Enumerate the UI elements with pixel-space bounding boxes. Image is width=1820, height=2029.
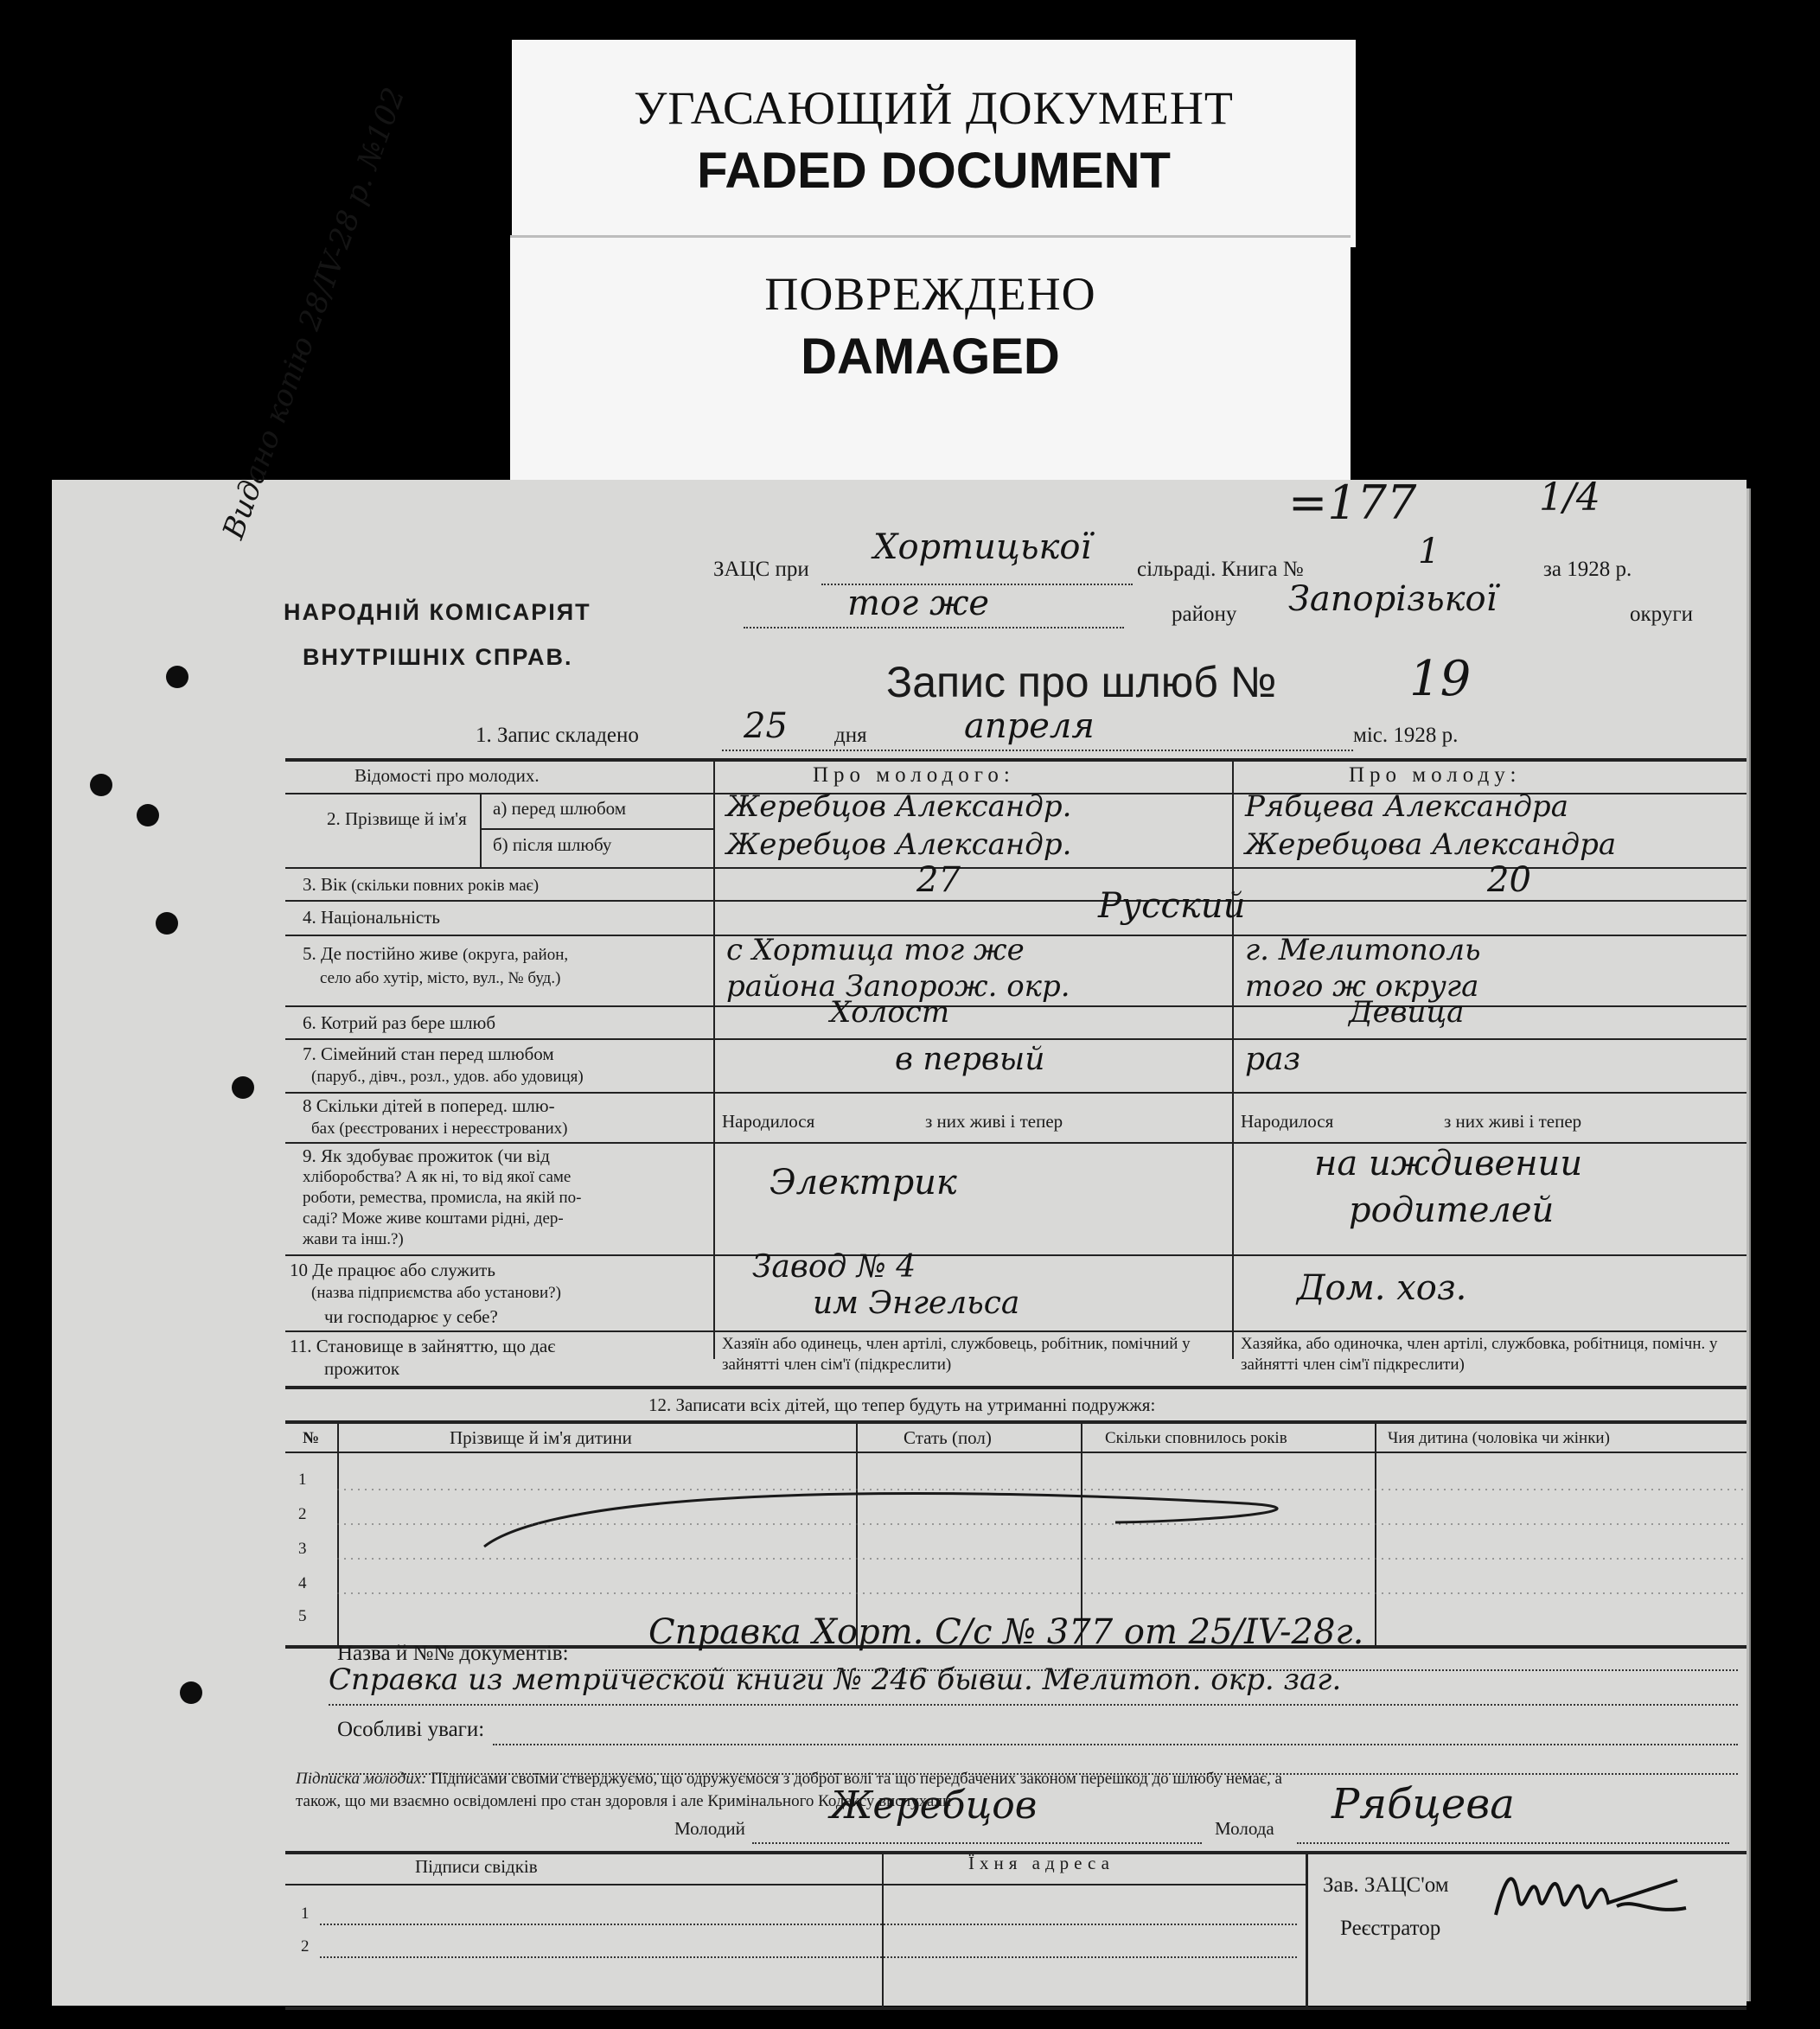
groom-residence-2: района Запорож. окр. (726, 969, 1070, 1004)
row-livelihood-label: 9. Як здобуває прожиток (чи від (303, 1145, 550, 1166)
nationality-value: Русский (1098, 886, 1246, 926)
witness-dotted-line (320, 1956, 1297, 1958)
region-dotted-line (744, 627, 1124, 628)
row-line (285, 900, 1747, 902)
record-year-label: міс. 1928 р. (1353, 724, 1459, 747)
bride-signature: Рябцева (1331, 1780, 1515, 1828)
faded-stamp-en: FADED DOCUMENT (697, 143, 1171, 199)
bride-residence-1: г. Мелитополь (1245, 933, 1481, 967)
groom-age: 27 (916, 860, 961, 900)
col-divider-2 (1232, 758, 1234, 1359)
groom-alive-label: з них живі і тепер (925, 1111, 1063, 1132)
row-name-before: а) перед шлюбом (493, 798, 627, 819)
col-header-info: Відомості про молодих. (354, 765, 540, 786)
row-residence-note: село або хутір, місто, вул., № буд.) (320, 969, 561, 987)
groom-born-label: Народилося (722, 1111, 815, 1132)
bride-work: Дом. хоз. (1297, 1268, 1467, 1308)
witness-row-2: 2 (301, 1937, 310, 1956)
margin-note: Видано копію 28/IV-28 р. №102 (216, 83, 412, 544)
faded-document-stamp (512, 40, 1356, 247)
row-status-label: 11. Становище в зайняттю, що дає (290, 1336, 556, 1356)
row-name-after: б) після шлюбу (493, 834, 612, 855)
row-work-note-2: чи господарює у себе? (324, 1306, 498, 1327)
children-header-no: № (303, 1429, 320, 1447)
children-header-age: Скільки сповнилось років (1105, 1429, 1287, 1447)
documents-dotted-line (605, 1669, 1738, 1671)
groom-times: в первый (895, 1042, 1045, 1077)
groom-name-before: Жеребцов Александр. (726, 789, 1072, 824)
punch-hole (137, 804, 159, 826)
record-month: апреля (964, 706, 1095, 746)
groom-residence-1: с Хортица тог же (726, 933, 1025, 967)
witness-col-line (1306, 1851, 1308, 2007)
bride-sign-line (1297, 1842, 1729, 1844)
row-livelihood-note-1: хліборобства? А як ні, то від якої саме (303, 1168, 572, 1186)
punch-hole (232, 1076, 254, 1099)
col-divider-1 (713, 758, 715, 1359)
row-livelihood-note-2: роботи, ремества, промисла, на якій по- (303, 1189, 582, 1207)
page-title: Запис про шлюб № (886, 658, 1277, 706)
registrar-label: Реєстратор (1340, 1917, 1441, 1940)
documents-line-2: Справка из метрической книги № 246 бывш. Мелитоп. окр. заг. (329, 1662, 1342, 1697)
okrugy-label: округи (1630, 603, 1693, 626)
groom-livelihood: Электрик (770, 1163, 957, 1203)
row-name-label: 2. Прізвище й ім'я (327, 808, 467, 829)
record-label: 1. Запис складено (476, 724, 639, 747)
damaged-document-stamp (510, 235, 1351, 488)
signature-statement-1: Підписка молодих: Підписами своїми стверджуємо, що одружуємося з доброї волі та що передбачених законом перешкод до шлюбу немає, а (296, 1770, 1282, 1788)
children-header-sex: Стать (пол) (904, 1427, 992, 1448)
bride-livelihood-2: родителей (1349, 1190, 1555, 1230)
row-livelihood-note-4: жави та інш.?) (303, 1230, 404, 1248)
record-day-label: дня (834, 724, 867, 747)
children-row-3: 3 (298, 1540, 307, 1558)
row-age-label: 3. Вік (скільки повних років має) (303, 874, 540, 895)
row-line (285, 1884, 1306, 1885)
col-header-bride: Про молоду: (1349, 763, 1522, 787)
bride-age: 20 (1487, 860, 1531, 900)
children-header-whose: Чия дитина (чоловіка чи жінки) (1388, 1429, 1610, 1447)
groom-work-2: им Энгельса (813, 1286, 1020, 1321)
bride-alive-label: з них живі і тепер (1444, 1111, 1582, 1132)
row-line (285, 1254, 1747, 1256)
zags-label: ЗАЦС при (713, 558, 809, 581)
zags-value: Хортицької (873, 527, 1092, 567)
row-line (285, 1420, 1747, 1424)
punch-hole (156, 912, 178, 935)
okrug-value: Запорізької (1288, 579, 1498, 619)
row-status-label-2: прожиток (324, 1358, 400, 1379)
children-row-4: 4 (298, 1574, 307, 1592)
bride-sign-label: Молода (1215, 1818, 1274, 1839)
special-dotted-line (493, 1744, 1738, 1745)
row-nationality-label: 4. Національність (303, 907, 441, 928)
punch-hole (166, 666, 188, 688)
bride-name-after: Жеребцова Александра (1245, 827, 1617, 862)
bride-born-label: Народилося (1241, 1111, 1334, 1132)
row-line (285, 1038, 1747, 1040)
row-line (285, 1386, 1747, 1389)
signature-statement-2: також, що ми взаємно освідомлені про стан здоровля і але Кримінального Кодексу вислухали (296, 1792, 952, 1810)
corner-fraction: 1/4 (1539, 475, 1600, 520)
table-top-border (285, 758, 1747, 762)
year-label: за 1928 р. (1543, 558, 1632, 581)
witness-header: Підписи свідків (415, 1856, 538, 1877)
bride-times: раз (1245, 1042, 1301, 1077)
special-label: Особливі уваги: (337, 1718, 485, 1741)
children-row-1: 1 (298, 1471, 307, 1489)
row-work-label: 10 Де працює або служить (290, 1260, 495, 1280)
record-dotted-line (722, 750, 1353, 751)
groom-sign-line (752, 1842, 1202, 1844)
documents-dotted-line (329, 1704, 1738, 1706)
faded-stamp-ru: УГАСАЮЩИЙ ДОКУМЕНТ (634, 82, 1234, 134)
row-marital-label: 7. Сімейний стан перед шлюбом (303, 1043, 554, 1064)
col-header-groom: Про молодого: (813, 763, 1015, 787)
documents-line-1: Справка Хорт. С/с № 377 от 25/IV-28г. (648, 1612, 1364, 1652)
children-header-name: Прізвище й ім'я дитини (450, 1427, 632, 1448)
bride-marital: Девица (1349, 995, 1465, 1030)
row-work-note: (назва підприємства або установи?) (311, 1284, 561, 1302)
punch-hole (180, 1681, 202, 1704)
rayonu-label: району (1172, 603, 1237, 626)
children-row-2: 2 (298, 1505, 307, 1523)
groom-name-after: Жеребцов Александр. (726, 827, 1072, 862)
bride-status-note: Хазяйка, або одиночка, член артілі, службовка, робітниця, помічн. у зайнятті член сім'ї підкреслити) (1241, 1335, 1718, 1374)
punch-hole (90, 774, 112, 796)
record-number: 19 (1409, 651, 1472, 707)
witness-address-header: Їхня адреса (968, 1853, 1114, 1873)
row-line (285, 1092, 1747, 1094)
bride-residence-2: того ж округа (1245, 969, 1479, 1004)
damaged-stamp-en: DAMAGED (801, 329, 1060, 385)
witness-row-1: 1 (301, 1905, 310, 1923)
corner-number: =177 (1288, 475, 1417, 530)
row-marital-note: (паруб., дівч., розл., удов. або удовиця) (311, 1068, 584, 1086)
bride-livelihood-1: на иждивении (1314, 1144, 1583, 1184)
region-value: тог же (847, 584, 990, 623)
registrar-signature (1487, 1846, 1703, 1958)
children-row-5: 5 (298, 1607, 307, 1625)
bride-name-before: Рябцева Александра (1245, 789, 1568, 824)
head-label: Зав. ЗАЦС'ом (1323, 1873, 1449, 1897)
row-line (285, 1330, 1747, 1332)
book-number: 1 (1418, 532, 1440, 571)
row-name-divider (480, 793, 482, 867)
damaged-stamp-ru: ПОВРЕЖДЕНО (764, 268, 1096, 320)
groom-status-note: Хазяїн або одинець, член артілі, службовець, робітник, помічний у зайнятті член сім'ї (підкреслити) (722, 1335, 1191, 1374)
row-children-label: 8 Скільки дітей в поперед. шлю- (303, 1095, 555, 1116)
groom-sign-label: Молодий (674, 1818, 745, 1839)
row-line (285, 1005, 1747, 1007)
ministry-line-2: ВНУТРІШНІХ СПРАВ. (303, 644, 573, 670)
groom-signature: Жеребцов (830, 1783, 1038, 1828)
row-children-note: бах (реєстрованих і нереєстрованих) (311, 1120, 568, 1138)
row-line (285, 2007, 1747, 2010)
documents-label: Назва й №№ документів: (337, 1642, 569, 1665)
witness-col-line (882, 1851, 884, 2007)
row-times-label: 6. Котрий раз бере шлюб (303, 1012, 496, 1033)
row-livelihood-note-3: саді? Може живе коштами рідні, дер- (303, 1209, 564, 1228)
witness-dotted-line (320, 1924, 1297, 1925)
ministry-line-1: НАРОДНІЙ КОМІСАРІЯТ (284, 599, 591, 625)
children-title: 12. Записати всіх дітей, що тепер будуть на утриманні подружжя: (648, 1394, 1156, 1415)
groom-work-1: Завод № 4 (752, 1249, 916, 1285)
record-day: 25 (744, 706, 788, 746)
silradi-label: сільраді. Книга № (1137, 558, 1304, 581)
row-residence-label: 5. Де постійно живе (округа, район, (303, 943, 569, 964)
groom-marital: Холост (830, 995, 950, 1030)
row-line (480, 828, 713, 830)
